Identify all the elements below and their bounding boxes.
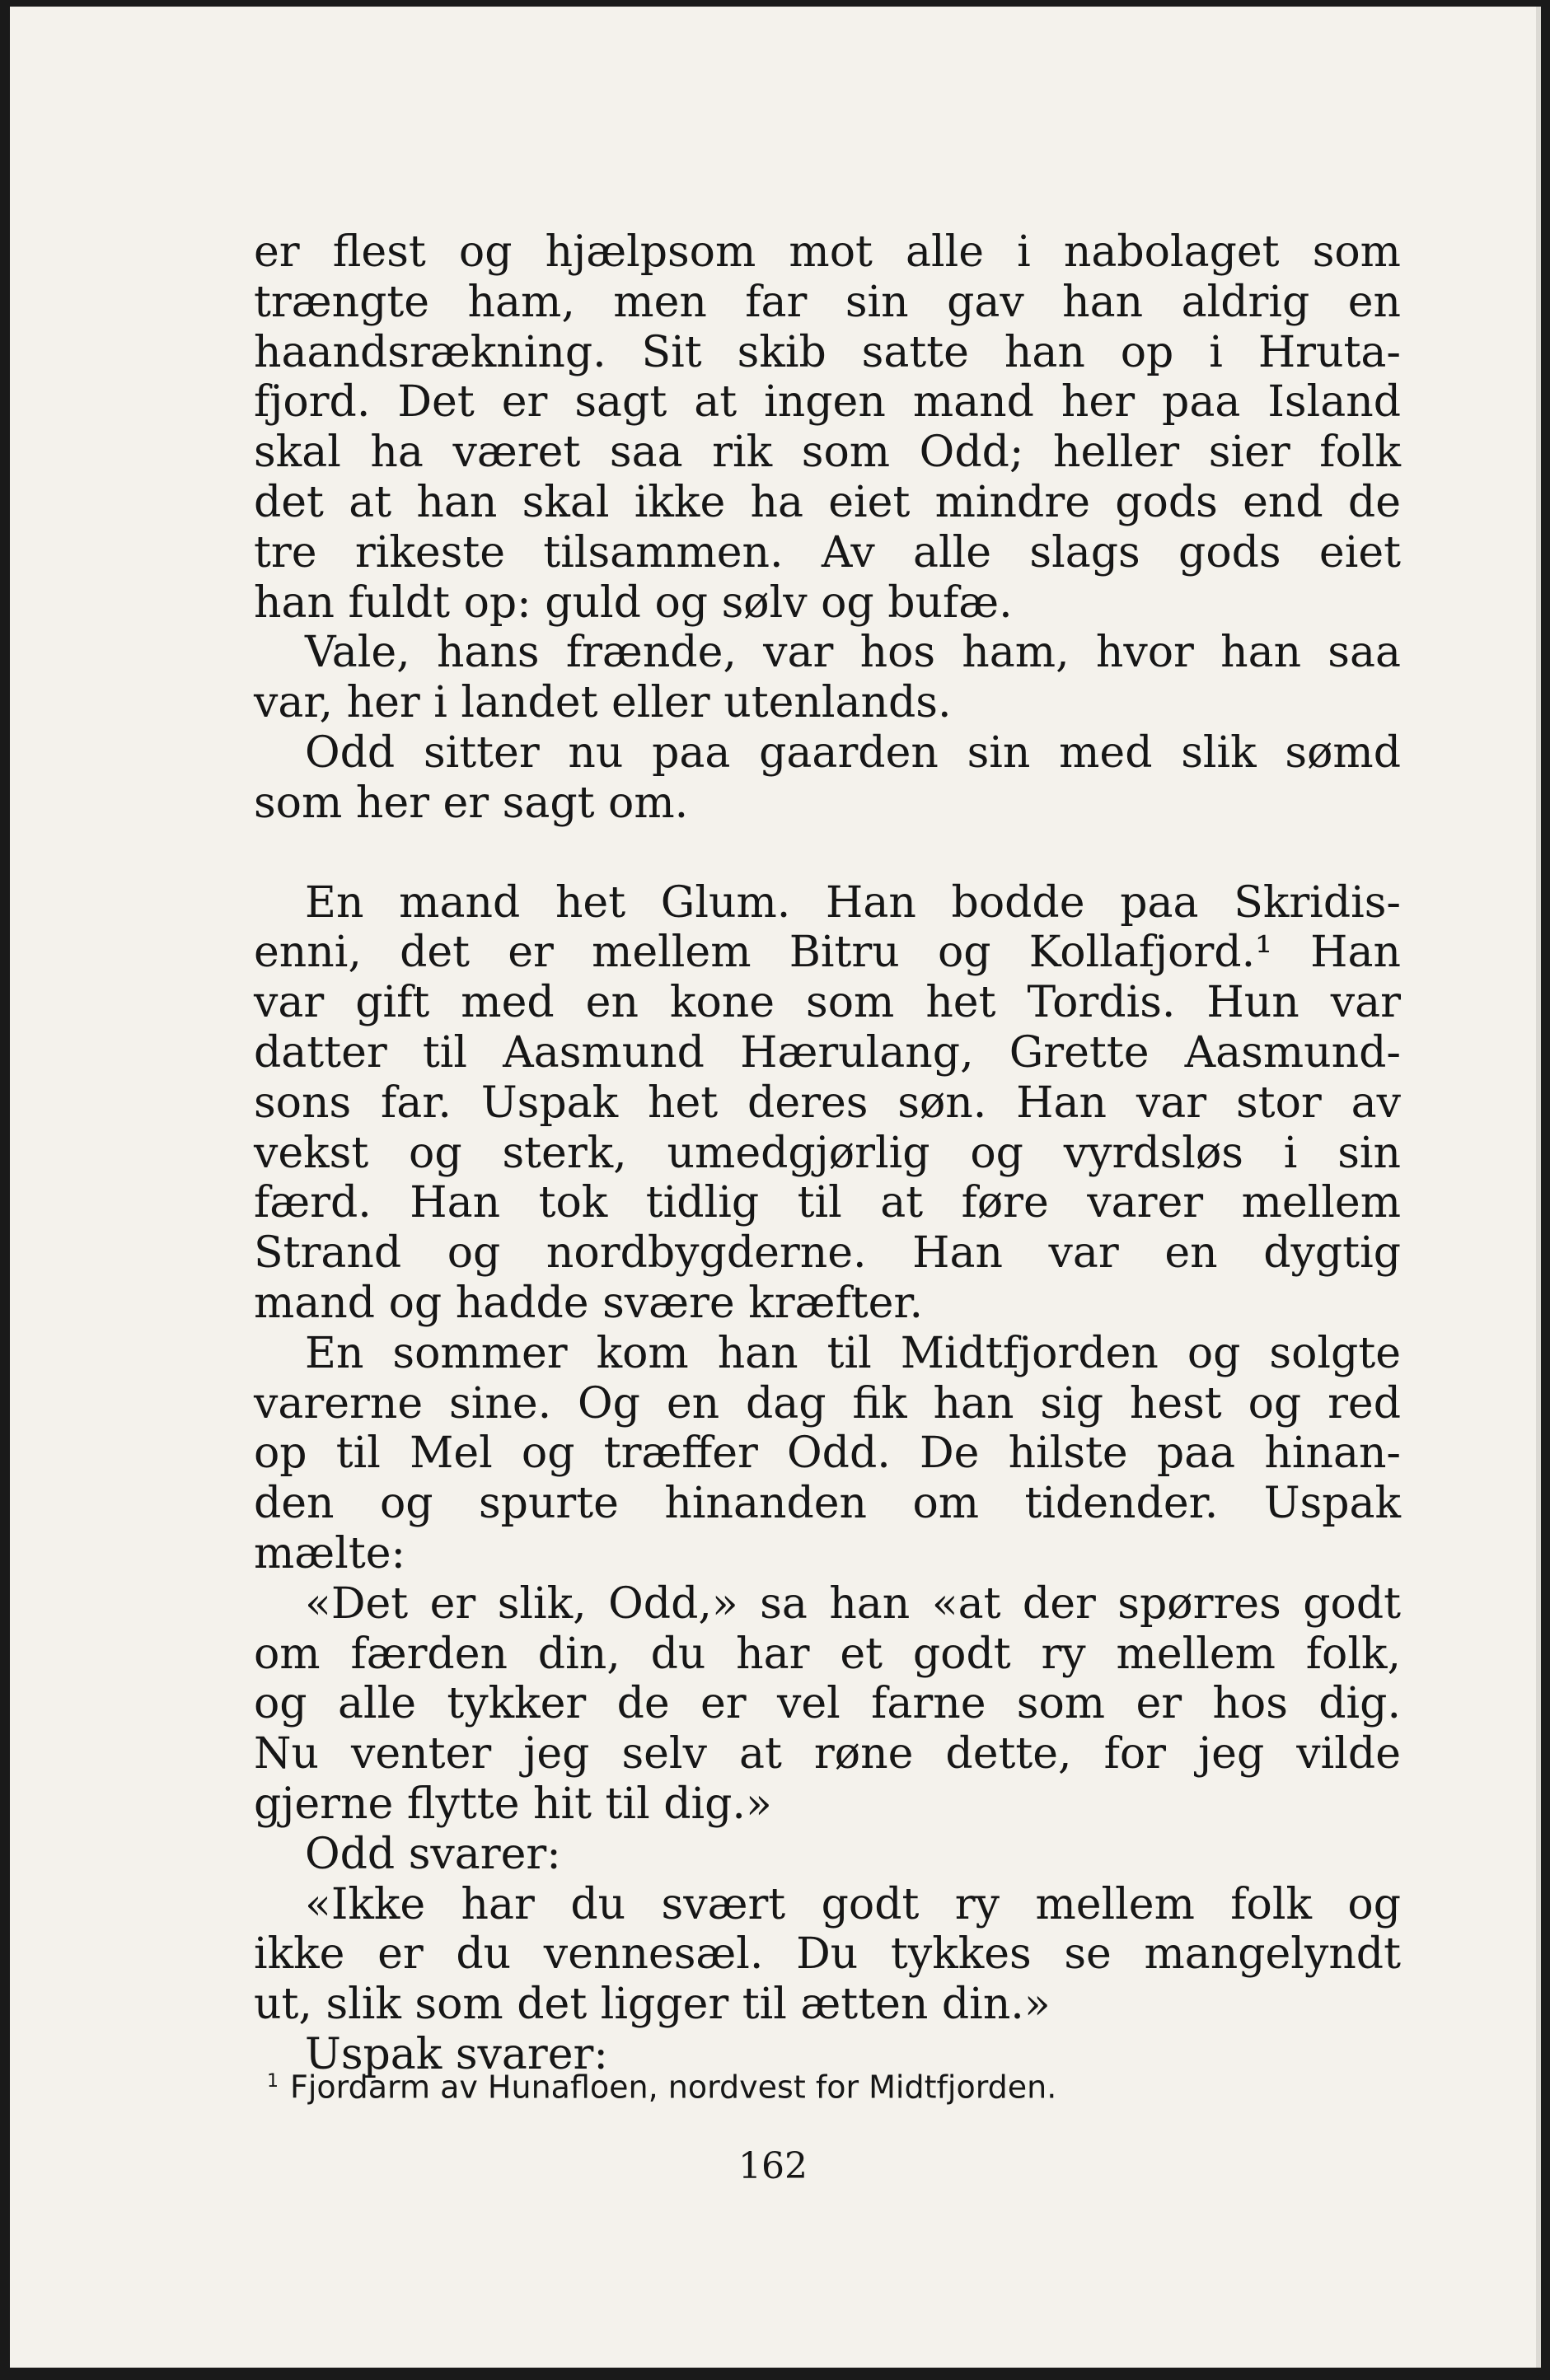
body-text [254, 227, 1401, 2080]
text-line: trængte ham, men far sin gav han aldrig en [254, 277, 1401, 327]
text-line: datter til Aasmund Hærulang, Grette Aasmund- [254, 1027, 1401, 1078]
text-line: vekst og sterk, umedgjørlig og vyrdsløs i sin [254, 1128, 1401, 1178]
text-line: En mand het Glum. Han bodde paa Skridis- [305, 877, 1401, 928]
text-line: haandsrækning. Sit skib satte han op i Hruta- [254, 327, 1401, 377]
text-line: Vale, hans frænde, var hos ham, hvor han saa [305, 628, 1401, 678]
text-line: færd. Han tok tidlig til at føre varer mellem [254, 1178, 1401, 1228]
text-line: En sommer kom han til Midtfjorden og solgte [305, 1328, 1401, 1378]
footnote-mark: 1 [267, 2071, 279, 2092]
text-line: Uspak svarer: [305, 2029, 608, 2079]
text-line: enni, det er mellem Bitru og Kollafjord.¹ Han [254, 928, 1401, 978]
text-line: gjerne flytte hit til dig.» [254, 1779, 772, 1829]
footnote-text: Fjordarm av Hunafloen, nordvest for Midtfjorden. [290, 2069, 1057, 2106]
text-line: mælte: [254, 1528, 406, 1578]
text-line: og alle tykker de er vel farne som er hos dig. [254, 1679, 1401, 1729]
text-line: var gift med en kone som het Tordis. Hun var [254, 978, 1401, 1028]
text-line: var, her i landet eller utenlands. [254, 678, 952, 728]
section-gap [254, 829, 1401, 878]
text-line: op til Mel og træffer Odd. De hilste paa hinan- [254, 1428, 1401, 1479]
text-line: Odd svarer: [305, 1829, 561, 1879]
book-page [10, 7, 1541, 2368]
text-line: «Ikke har du svært godt ry mellem folk og [305, 1879, 1401, 1929]
text-line: som her er sagt om. [254, 778, 689, 828]
text-line: han fuldt op: guld og sølv og bufæ. [254, 577, 1013, 628]
text-line: «Det er slik, Odd,» sa han «at der spørres godt [305, 1578, 1401, 1629]
text-line: Strand og nordbygderne. Han var en dygtig [254, 1228, 1401, 1279]
text-line: ut, slik som det ligger til ætten din.» [254, 1980, 1051, 2030]
footnote [267, 2061, 1412, 2108]
text-line: tre rikeste tilsammen. Av alle slags gods eiet [254, 527, 1401, 577]
text-line: om færden din, du har et godt ry mellem folk, [254, 1629, 1401, 1679]
text-line: sons far. Uspak het deres søn. Han var stor av [254, 1078, 1401, 1128]
text-line: Odd sitter nu paa gaarden sin med slik sømd [305, 727, 1401, 778]
text-line: fjord. Det er sagt at ingen mand her paa Island [254, 377, 1401, 428]
text-line: den og spurte hinanden om tidender. Uspak [254, 1479, 1401, 1529]
text-line: er flest og hjælpsom mot alle i nabolaget som [254, 227, 1401, 277]
text-line: skal ha været saa rik som Odd; heller sier folk [254, 428, 1401, 478]
text-line: ikke er du vennesæl. Du tykkes se mangelyndt [254, 1929, 1401, 1980]
text-line: varerne sine. Og en dag fik han sig hest og red [254, 1378, 1401, 1428]
page-number: 162 [738, 2145, 808, 2187]
text-line: Nu venter jeg selv at røne dette, for jeg vilde [254, 1729, 1401, 1779]
text-line: mand og hadde svære kræfter. [254, 1278, 924, 1328]
text-line: det at han skal ikke ha eiet mindre gods end de [254, 477, 1401, 527]
